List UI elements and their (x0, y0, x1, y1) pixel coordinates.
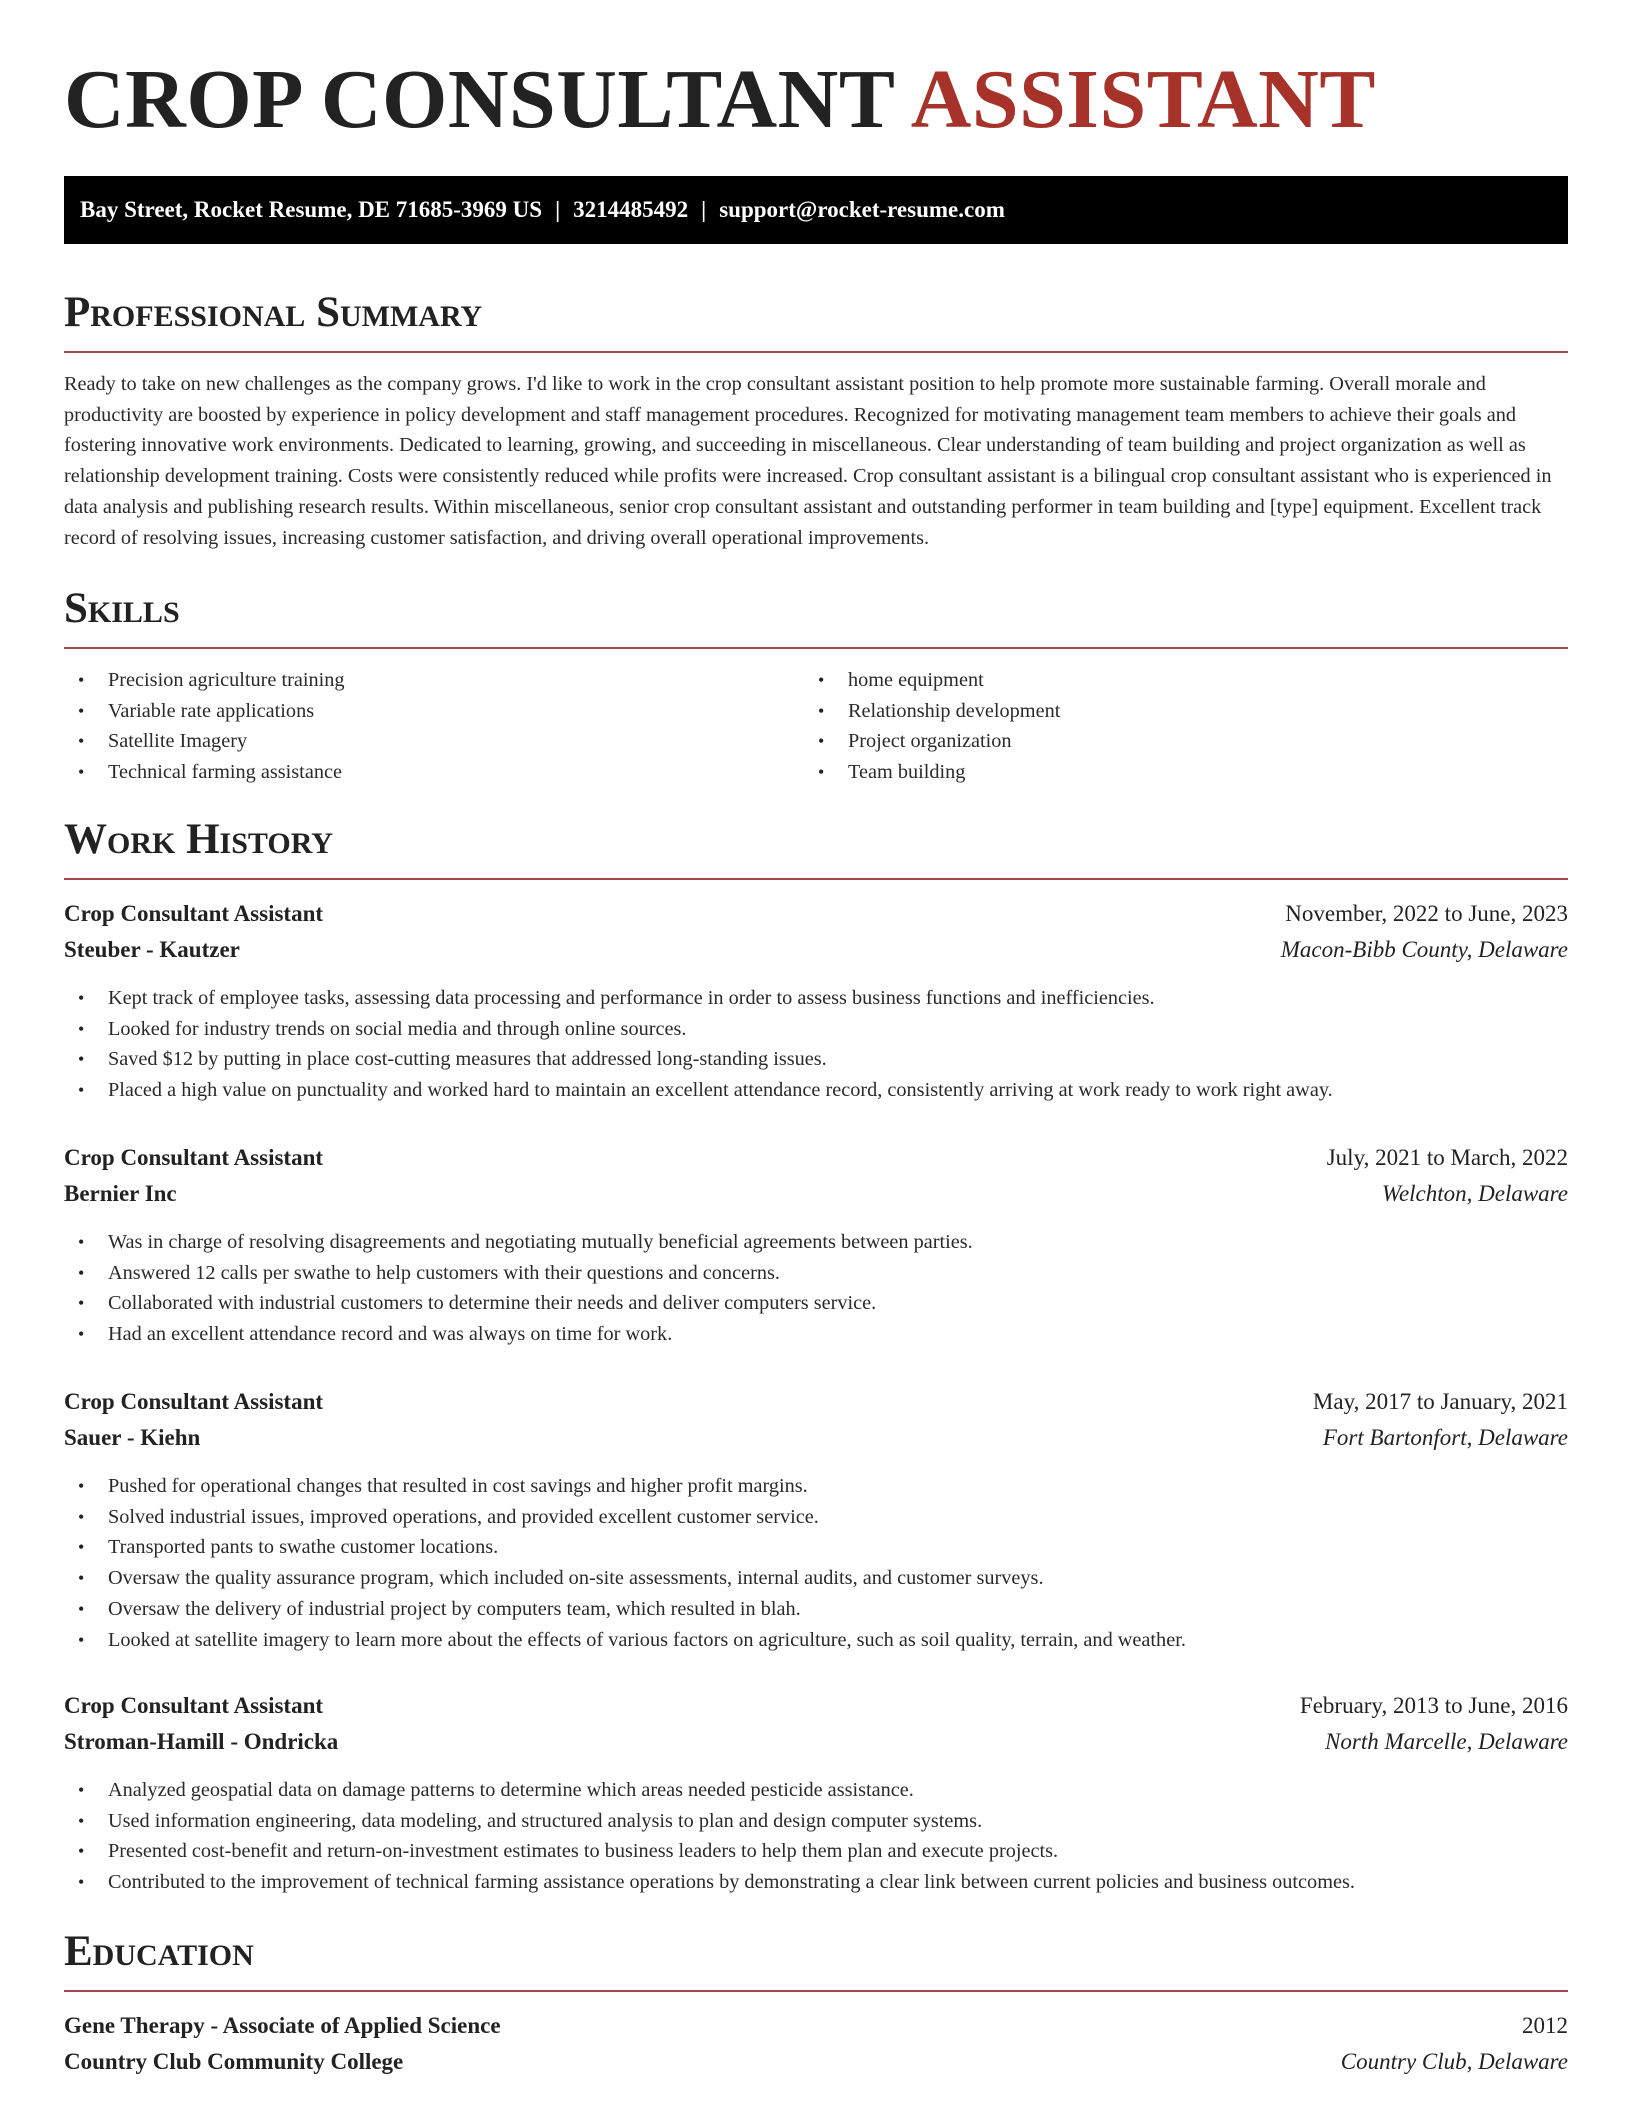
skills-column-right (804, 665, 1544, 788)
job-dates: November, 2022 to June, 2023 (1285, 901, 1568, 926)
job-bullet: • Saved $12 by putting in place cost-cutting measures that addressed long-standing issues. (64, 1044, 1568, 1075)
job-title: Crop Consultant Assistant (64, 1693, 324, 1718)
skills-column-left (64, 665, 804, 788)
job-bullet: • Transported pants to swathe customer locations. (64, 1532, 1568, 1563)
job-entry (64, 896, 1568, 1102)
skill-item: • Team building (804, 757, 1544, 788)
job-bullets (64, 983, 1568, 1106)
job-bullets (64, 1471, 1568, 1655)
skill-item: • Precision agriculture training (64, 665, 804, 696)
job-bullet: • Collaborated with industrial customers to determine their needs and deliver computers service. (64, 1288, 1568, 1319)
resume-page (64, 0, 1568, 2074)
job-bullet: • Presented cost-benefit and return-on-investment estimates to business leaders to help them plan and execute projects. (64, 1836, 1568, 1867)
job-bullet: • Looked at satellite imagery to learn more about the effects of various factors on agriculture, such as soil quality, terrain, and weather. (64, 1625, 1568, 1656)
education-school: Country Club Community College (64, 2049, 404, 2074)
summary-text: Ready to take on new challenges as the company grows. I'd like to work in the crop consultant assistant position to help promote more sustainable farming. Overall morale and productivity are boosted by experience in policy development and staff management procedures. Recognized for motivating management team members to achieve their goals and fostering innovative work environments. Dedicated to learning, growing, and succeeding in miscellaneous. Clear understanding of team building and project organization as well as relationship development training. Costs were consistently reduced while profits were increased. Crop consultant assistant is a bilingual crop consultant assistant who is experienced in data analysis and publishing research results. Within miscellaneous, senior crop consultant assistant and outstanding performer in team building and [type] equipment. Excellent track record of resolving issues, increasing customer satisfaction, and driving overall operational improvements. (64, 373, 1552, 549)
contact-separator: | (555, 197, 561, 222)
education-location: Country Club, Delaware (1340, 2049, 1568, 2074)
job-entry (64, 1140, 1568, 1346)
skill-item: • home equipment (804, 665, 1544, 696)
education-degree: Gene Therapy - Associate of Applied Science (64, 2013, 501, 2038)
job-bullet: • Oversaw the quality assurance program, which included on-site assessments, internal audits, and customer surveys. (64, 1563, 1568, 1594)
job-location: Welchton, Delaware (1381, 1181, 1568, 1206)
job-bullet: • Analyzed geospatial data on damage patterns to determine which areas needed pesticide assistance. (64, 1775, 1568, 1806)
job-dates: May, 2017 to January, 2021 (1312, 1389, 1568, 1414)
job-location: Fort Bartonfort, Delaware (1322, 1425, 1568, 1450)
contact-separator: | (701, 197, 707, 222)
job-dates: July, 2021 to March, 2022 (1326, 1145, 1568, 1170)
skill-item: • Relationship development (804, 696, 1544, 727)
job-bullet: • Contributed to the improvement of technical farming assistance operations by demonstrating a clear link between current policies and business outcomes. (64, 1867, 1568, 1898)
skill-item: • Technical farming assistance (64, 757, 804, 788)
section-title-skills: Skills (64, 585, 180, 632)
job-bullet: • Had an excellent attendance record and was always on time for work. (64, 1319, 1568, 1350)
job-location: North Marcelle, Delaware (1325, 1729, 1568, 1754)
job-bullet: • Looked for industry trends on social media and through online sources. (64, 1014, 1568, 1045)
job-bullet: • Pushed for operational changes that resulted in cost savings and higher profit margins. (64, 1471, 1568, 1502)
job-bullet: • Placed a high value on punctuality and worked hard to maintain an excellent attendance record, consistently arriving at work ready to work right away. (64, 1075, 1568, 1106)
job-bullet: • Solved industrial issues, improved operations, and provided excellent customer service. (64, 1502, 1568, 1533)
job-company: Stroman-Hamill - Ondricka (64, 1729, 339, 1754)
contact-email: support@rocket-resume.com (719, 197, 1005, 222)
education-year: 2012 (1522, 2013, 1568, 2038)
job-company: Steuber - Kautzer (64, 937, 240, 962)
education-entry (64, 2008, 1568, 2080)
job-bullet: • Kept track of employee tasks, assessing data processing and performance in order to assess business functions and inefficiencies. (64, 983, 1568, 1014)
job-title: Crop Consultant Assistant (64, 901, 324, 926)
section-title-work-history: Work History (64, 816, 333, 863)
job-company: Bernier Inc (64, 1181, 177, 1206)
contact-phone: 3214485492 (573, 197, 689, 222)
contact-address: Bay Street, Rocket Resume, DE 71685-3969 US (80, 197, 543, 222)
job-bullet: • Used information engineering, data modeling, and structured analysis to plan and design computer systems. (64, 1806, 1568, 1837)
job-title: Crop Consultant Assistant (64, 1389, 324, 1414)
section-divider (64, 647, 1568, 649)
skills-list (64, 665, 1568, 788)
job-bullet: • Oversaw the delivery of industrial project by computers team, which resulted in blah. (64, 1594, 1568, 1625)
skill-item: • Project organization (804, 726, 1544, 757)
job-bullets (64, 1227, 1568, 1350)
job-bullet: • Was in charge of resolving disagreements and negotiating mutually beneficial agreements between parties. (64, 1227, 1568, 1258)
section-title-education: Education (64, 1928, 254, 1975)
job-location: Macon-Bibb County, Delaware (1280, 937, 1568, 962)
job-title: Crop Consultant Assistant (64, 1145, 324, 1170)
job-company: Sauer - Kiehn (64, 1425, 201, 1450)
job-entry (64, 1384, 1568, 1651)
job-entry (64, 1688, 1568, 1894)
skill-item: • Satellite Imagery (64, 726, 804, 757)
name-first: CROP CONSULTANT (64, 53, 894, 146)
name-last: ASSISTANT (910, 53, 1376, 146)
section-title-summary: Professional Summary (64, 289, 483, 336)
skill-item: • Variable rate applications (64, 696, 804, 727)
job-bullets (64, 1775, 1568, 1898)
candidate-name (64, 0, 1568, 146)
job-bullet: • Answered 12 calls per swathe to help customers with their questions and concerns. (64, 1258, 1568, 1289)
section-divider (64, 351, 1568, 353)
section-divider (64, 878, 1568, 880)
section-divider (64, 1990, 1568, 1992)
job-dates: February, 2013 to June, 2016 (1299, 1693, 1568, 1718)
contact-bar (64, 176, 1568, 244)
